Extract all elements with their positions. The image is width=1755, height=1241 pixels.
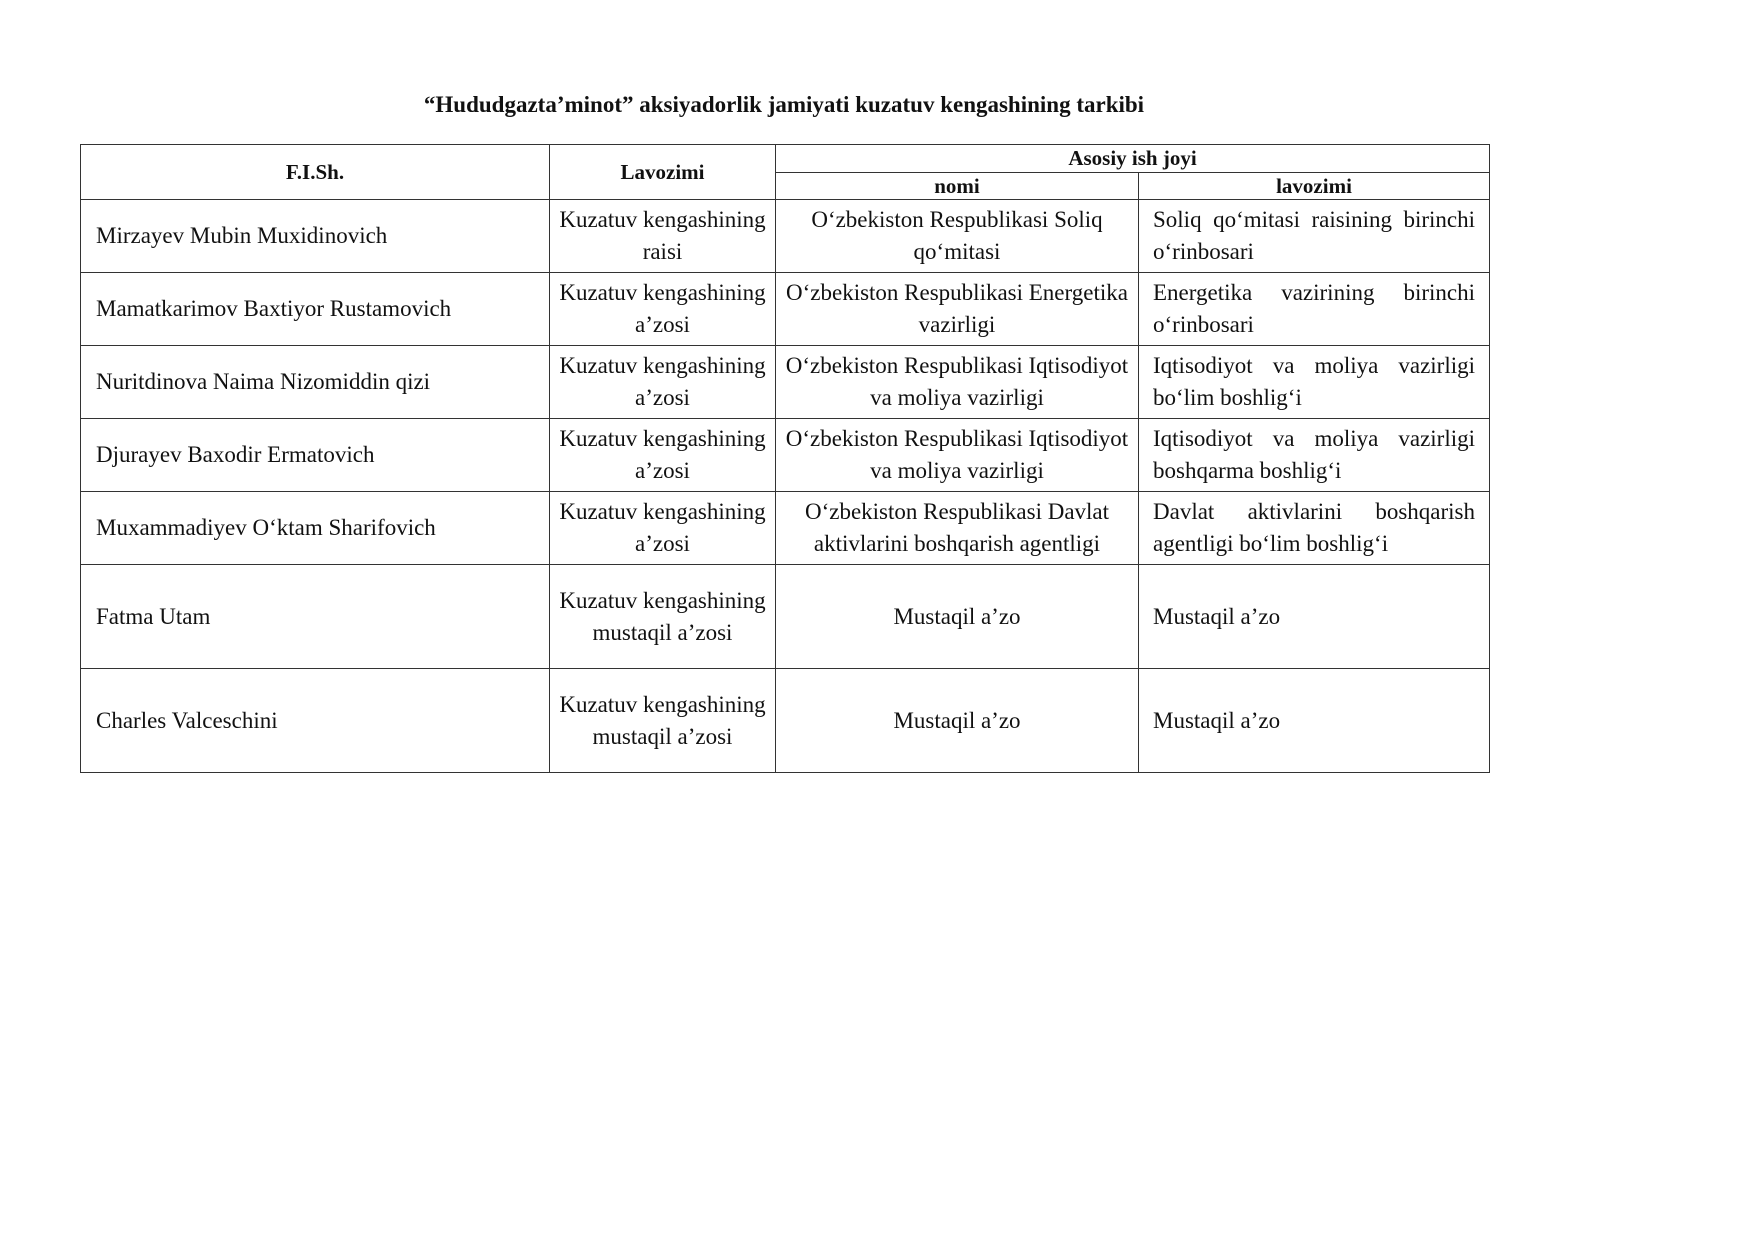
table-row <box>81 492 1490 565</box>
table-row <box>81 200 1490 273</box>
member-work-position: Iqtisodiyot va moliya vazirligi bo‘lim boshlig‘i <box>1139 346 1490 419</box>
table-row <box>81 669 1490 773</box>
table-row <box>81 419 1490 492</box>
member-name: Djurayev Baxodir Ermatovich <box>81 419 550 492</box>
member-work-position: Soliq qo‘mitasi raisining birinchi o‘rinbosari <box>1139 200 1490 273</box>
header-main-workplace: Asosiy ish joyi <box>776 145 1490 173</box>
member-work-position: Energetika vazirining birinchi o‘rinbosari <box>1139 273 1490 346</box>
header-workplace-name: nomi <box>776 172 1139 200</box>
member-work-position: Mustaqil a’zo <box>1139 669 1490 773</box>
member-position: Kuzatuv kengashining a’zosi <box>550 346 776 419</box>
member-position: Kuzatuv kengashining mustaqil a’zosi <box>550 669 776 773</box>
member-position: Kuzatuv kengashining a’zosi <box>550 492 776 565</box>
member-name: Fatma Utam <box>81 565 550 669</box>
member-workplace: Mustaqil a’zo <box>776 565 1139 669</box>
member-position: Kuzatuv kengashining raisi <box>550 200 776 273</box>
table-row <box>81 273 1490 346</box>
member-workplace: O‘zbekiston Respublikasi Energetika vazirligi <box>776 273 1139 346</box>
member-work-position: Mustaqil a’zo <box>1139 565 1490 669</box>
member-name: Mirzayev Mubin Muxidinovich <box>81 200 550 273</box>
supervisory-board-table <box>80 144 1490 773</box>
member-name: Muxammadiyev O‘ktam Sharifovich <box>81 492 550 565</box>
member-position: Kuzatuv kengashining a’zosi <box>550 273 776 346</box>
table-row <box>81 565 1490 669</box>
table-row <box>81 346 1490 419</box>
member-work-position: Iqtisodiyot va moliya vazirligi boshqarma boshlig‘i <box>1139 419 1490 492</box>
member-name: Mamatkarimov Baxtiyor Rustamovich <box>81 273 550 346</box>
member-workplace: Mustaqil a’zo <box>776 669 1139 773</box>
member-position: Kuzatuv kengashining mustaqil a’zosi <box>550 565 776 669</box>
member-workplace: O‘zbekiston Respublikasi Soliq qo‘mitasi <box>776 200 1139 273</box>
member-workplace: O‘zbekiston Respublikasi Iqtisodiyot va moliya vazirligi <box>776 346 1139 419</box>
document-title: “Hududgazta’minot” aksiyadorlik jamiyati kuzatuv kengashining tarkibi <box>423 92 1145 117</box>
member-position: Kuzatuv kengashining a’zosi <box>550 419 776 492</box>
member-workplace: O‘zbekiston Respublikasi Iqtisodiyot va moliya vazirligi <box>776 419 1139 492</box>
header-row <box>81 145 1490 173</box>
member-work-position: Davlat aktivlarini boshqarish agentligi bo‘lim boshlig‘i <box>1139 492 1490 565</box>
header-workplace-position: lavozimi <box>1139 172 1490 200</box>
header-position: Lavozimi <box>550 145 776 200</box>
member-name: Charles Valceschini <box>81 669 550 773</box>
member-name: Nuritdinova Naima Nizomiddin qizi <box>81 346 550 419</box>
member-workplace: O‘zbekiston Respublikasi Davlat aktivlarini boshqarish agentligi <box>776 492 1139 565</box>
header-fish: F.I.Sh. <box>81 145 550 200</box>
